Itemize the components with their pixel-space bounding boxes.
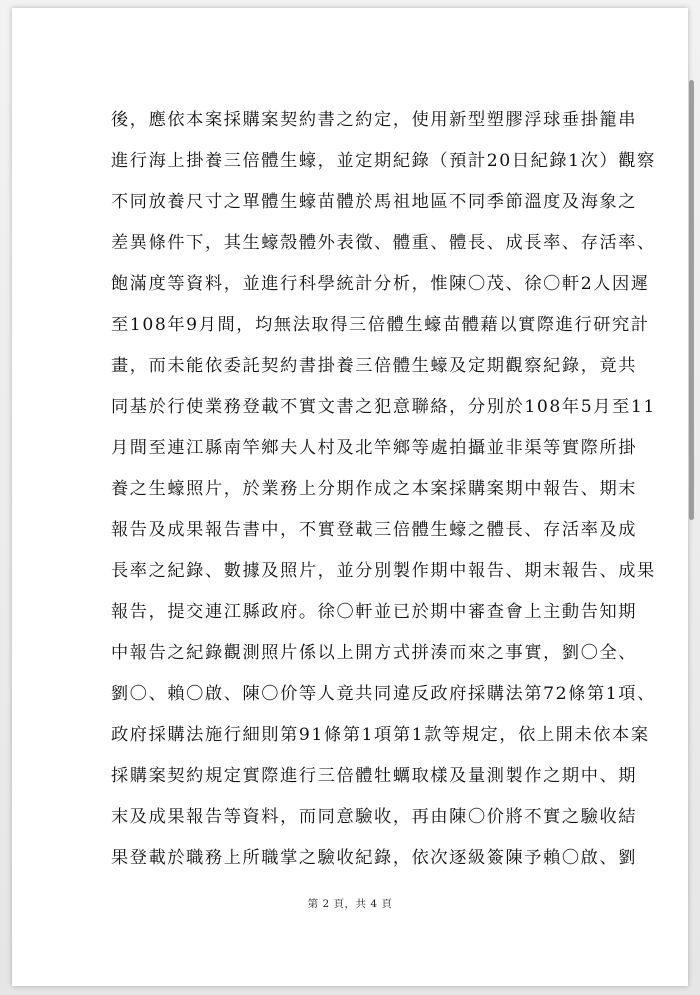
page-number-footer: 第 2 頁，共 4 頁 xyxy=(307,898,393,910)
text-line: 同基於行使業務登載不實文書之犯意聯絡，分別於108年5月至11 xyxy=(111,397,656,417)
text-line: 養之生蠔照片，於業務上分期作成之本案採購案期中報告、期末 xyxy=(111,479,638,499)
text-line: 不同放養尺寸之單體生蠔苗體於馬祖地區不同季節溫度及海象之 xyxy=(111,192,638,212)
text-line: 採購案契約規定實際進行三倍體牡蠣取樣及量測製作之期中、期 xyxy=(111,766,638,786)
document-page xyxy=(12,8,688,986)
vertical-scrollbar[interactable] xyxy=(689,80,694,520)
text-line: 畫，而未能依委託契約書掛養三倍體生蠔及定期觀察紀錄，竟共 xyxy=(111,356,638,376)
text-line: 報告及成果報告書中，不實登載三倍體生蠔之體長、存活率及成 xyxy=(111,520,638,540)
text-line: 報告，提交連江縣政府。徐〇軒並已於期中審查會上主動告知期 xyxy=(111,602,638,622)
text-line: 果登載於職務上所職掌之驗收紀錄，依次逐級簽陳予賴〇啟、劉 xyxy=(111,848,638,868)
text-line: 末及成果報告等資料，而同意驗收，再由陳〇价將不實之驗收結 xyxy=(111,807,638,827)
text-line: 中報告之紀錄觀測照片係以上開方式拼湊而來之事實，劉〇全、 xyxy=(111,643,638,663)
text-line: 後，應依本案採購案契約書之約定，使用新型塑膠浮球垂掛籠串 xyxy=(111,110,638,130)
text-line: 差異條件下，其生蠔殼體外表徵、體重、體長、成長率、存活率、 xyxy=(111,233,656,253)
text-line: 政府採購法施行細則第91條第1項第1款等規定，依上開未依本案 xyxy=(111,725,650,745)
text-line: 長率之紀錄、數據及照片，並分別製作期中報告、期末報告、成果 xyxy=(111,561,656,581)
text-line: 飽滿度等資料，並進行科學統計分析，惟陳〇茂、徐〇軒2人因遲 xyxy=(111,274,650,294)
text-line: 劉〇、賴〇啟、陳〇价等人竟共同違反政府採購法第72條第1項、 xyxy=(111,684,656,704)
text-line: 進行海上掛養三倍體生蠔，並定期紀錄（預計20日紀錄1次）觀察 xyxy=(111,151,656,171)
text-line: 月間至連江縣南竿鄉夫人村及北竿鄉等處拍攝並非渠等實際所掛 xyxy=(111,438,638,458)
page-body xyxy=(111,100,656,879)
text-line: 至108年9月間，均無法取得三倍體生蠔苗體藉以實際進行研究計 xyxy=(111,315,650,335)
